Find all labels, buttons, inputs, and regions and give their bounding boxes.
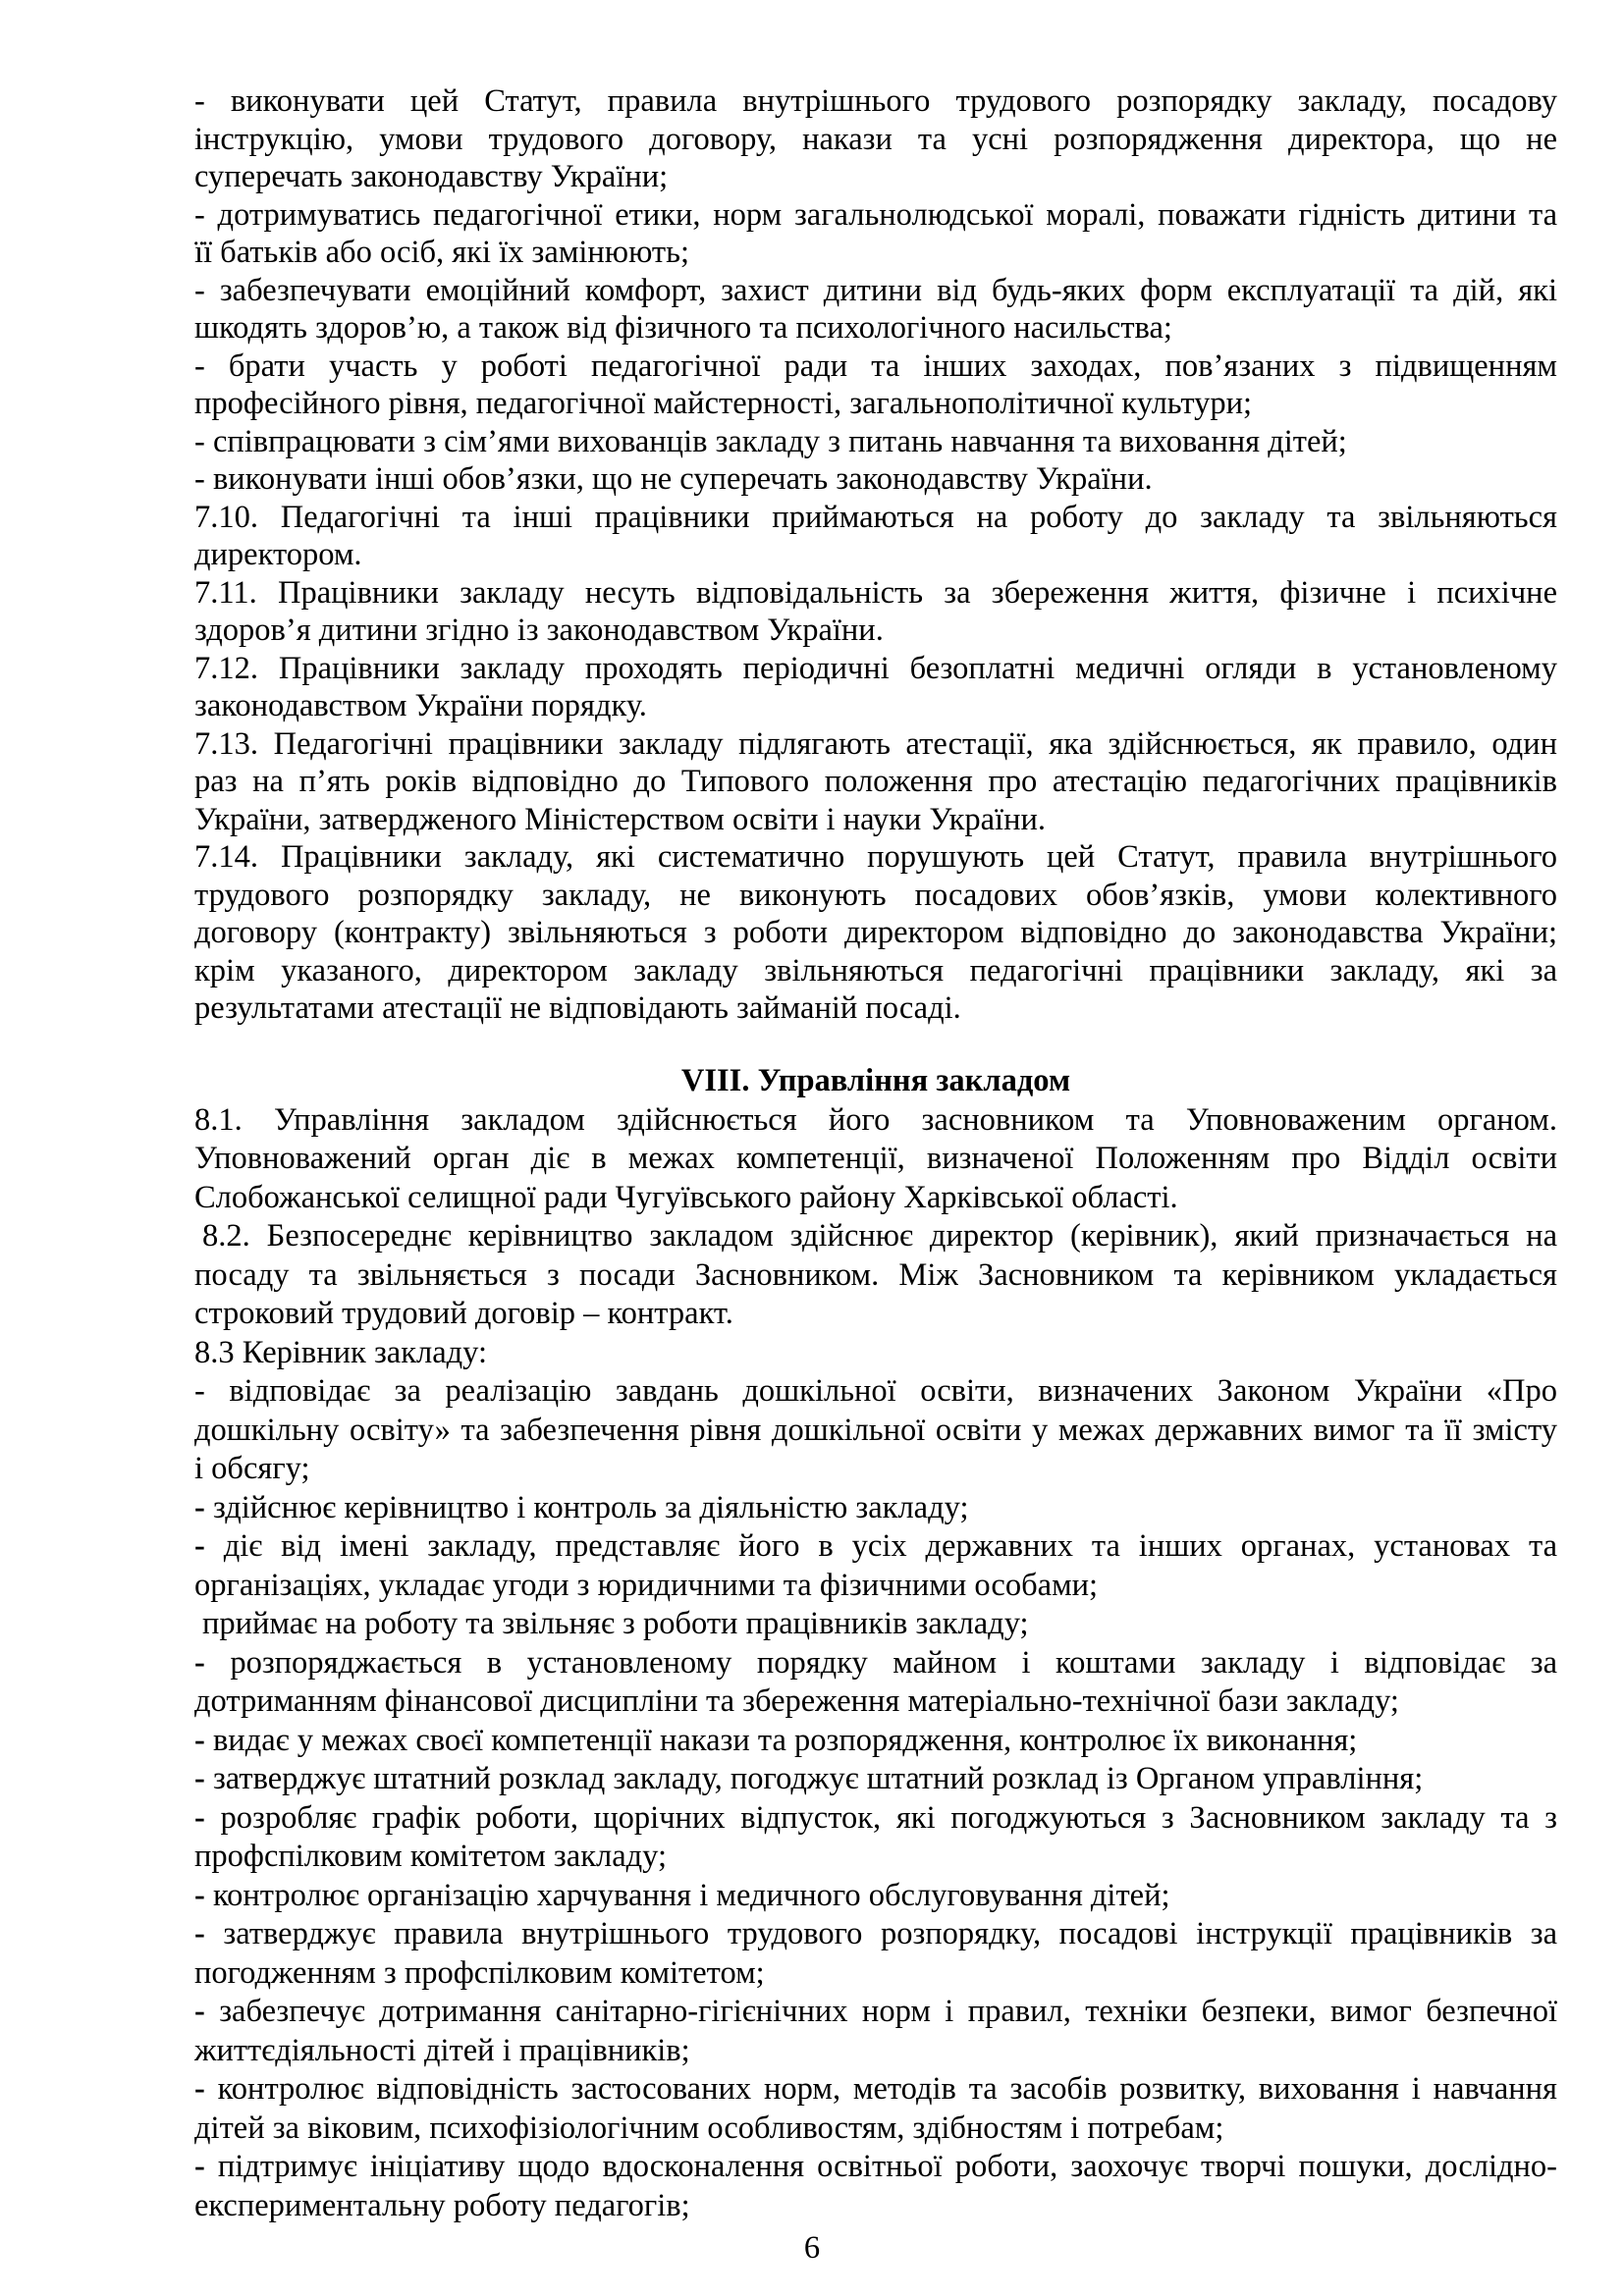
- paragraph: [194, 725, 1557, 839]
- text-line: [194, 612, 1557, 650]
- text-line: [194, 1877, 1557, 1916]
- line-text: крім указаного, директором закладу звільняються педагогічні працівники закладу, які за: [194, 952, 1557, 988]
- line-text: - виконувати цей Статут, правила внутрішнього трудового розпорядку закладу, посадову: [194, 83, 1557, 119]
- text-line: [194, 989, 1557, 1028]
- list-dash: -: [194, 1644, 205, 1681]
- paragraph: [194, 1644, 1557, 1722]
- line-text: затверджує штатний розклад закладу, погоджує штатний розклад із Органом управління;: [212, 1761, 1424, 1796]
- line-text: посаду та звільняється з посади Засновником. Між Засновником та керівником укладається: [194, 1256, 1557, 1293]
- paragraph: [194, 499, 1557, 574]
- paragraph: [194, 423, 1557, 461]
- text-line: [194, 1682, 1557, 1722]
- text-line: [194, 2187, 1557, 2226]
- line-text: розробляє графік роботи, щорічних відпусток, які погоджуються з Засновником закладу та з: [220, 1799, 1558, 1836]
- line-text: строковий трудовий договір – контракт.: [194, 1296, 733, 1331]
- line-text: договору (контракту) звільняються з роботи директором відповідно до законодавства України;: [194, 915, 1557, 950]
- text-line: [194, 536, 1557, 574]
- list-dash: -: [194, 1761, 205, 1796]
- text-line: [194, 1799, 1557, 1839]
- line-text: здоров’я дитини згідно із законодавством України.: [194, 613, 884, 648]
- line-text: експериментальну роботу педагогів;: [194, 2187, 690, 2223]
- line-text: результатами атестації не відповідають займаній посаді.: [194, 990, 961, 1026]
- line-text: - брати участь у роботі педагогічної ради та інших заходах, пов’язаних з підвищенням: [194, 347, 1557, 384]
- text-line: [194, 2148, 1557, 2187]
- line-text: - співпрацювати з сім’ями вихованців закладу з питань навчання та виховання дітей;: [194, 423, 1347, 459]
- text-line: [194, 1489, 1557, 1528]
- line-text: 7.13. Педагогічні працівники закладу підлягають атестації, яка здійснюється, як правило, один: [194, 725, 1557, 762]
- paragraph: [194, 1527, 1557, 1605]
- list-dash: -: [194, 2149, 205, 2184]
- list-dash: -: [194, 1528, 205, 1564]
- paragraph: [194, 347, 1557, 423]
- text-line: [194, 196, 1557, 235]
- paragraph: [194, 2070, 1557, 2148]
- text-line: [194, 1567, 1557, 1606]
- line-text: 7.10. Педагогічні та інші працівники приймаються на роботу до закладу та звільняються: [194, 499, 1557, 535]
- line-text: раз на п’ять років відповідно до Типового положення про атестацію педагогічних працівників: [194, 764, 1557, 799]
- paragraph: [194, 1217, 1557, 1334]
- line-text: приймає на роботу та звільняє з роботи працівників закладу;: [202, 1606, 1029, 1641]
- text-line: [194, 1372, 1557, 1412]
- section-7-continued: [194, 82, 1557, 1028]
- text-line: [194, 1605, 1557, 1644]
- text-line: [194, 763, 1557, 801]
- paragraph: [194, 460, 1557, 499]
- paragraph: [194, 1372, 1557, 1489]
- paragraph: [194, 838, 1557, 1028]
- section-8-management: [194, 1062, 1557, 2225]
- text-line: [194, 687, 1557, 725]
- paragraph: [194, 196, 1557, 272]
- text-line: [194, 1954, 1557, 1994]
- line-text: 8.3 Керівник закладу:: [194, 1334, 488, 1370]
- line-text: - відповідає за реалізацію завдань дошкільної освіти, визначених Законом України «Про: [194, 1373, 1557, 1409]
- paragraph: [194, 1915, 1557, 1993]
- line-text: директором.: [194, 537, 362, 572]
- text-line: [194, 272, 1557, 310]
- line-text: забезпечує дотримання санітарно-гігієнічних норм і правил, техніки безпеки, вимог безпечної: [219, 1994, 1557, 2029]
- list-dash: -: [194, 1722, 205, 1758]
- paragraph: [194, 1760, 1557, 1799]
- text-line: [194, 460, 1557, 499]
- line-text: - забезпечувати емоційний комфорт, захист дитини від будь-яких форм експлуатації та дій, які: [194, 272, 1557, 308]
- paragraph: [194, 650, 1557, 725]
- text-line: [194, 423, 1557, 461]
- line-text: затверджує правила внутрішнього трудового розпорядку, посадові інструкції працівників за: [223, 1916, 1558, 1951]
- line-text: України, затвердженого Міністерством освіти і науки України.: [194, 801, 1046, 837]
- list-dash: -: [194, 1489, 205, 1525]
- line-text: життєдіяльності дітей і працівників;: [194, 2032, 690, 2068]
- text-line: [194, 1915, 1557, 1954]
- text-line: [194, 1256, 1557, 1296]
- list-dash: -: [194, 1799, 205, 1836]
- paragraph: [194, 1877, 1557, 1916]
- text-line: [194, 725, 1557, 764]
- line-text: і обсягу;: [194, 1451, 310, 1486]
- list-dash: -: [194, 1994, 205, 2029]
- text-line: [194, 1334, 1557, 1373]
- paragraph: [194, 2148, 1557, 2225]
- line-text: дотриманням фінансової дисципліни та збереження матеріально-технічної бази закладу;: [194, 1683, 1399, 1719]
- text-line: [194, 1722, 1557, 1761]
- list-dash: -: [194, 1877, 205, 1913]
- paragraph: [194, 1334, 1557, 1373]
- text-line: [194, 1760, 1557, 1799]
- paragraph: [194, 1993, 1557, 2070]
- page-number: 6: [803, 2230, 821, 2266]
- line-text: видає у межах своєї компетенції накази та розпорядження, контролює їх виконання;: [212, 1722, 1358, 1758]
- list-dash: -: [194, 2071, 205, 2107]
- line-text: розпоряджається в установленому порядку майном і коштами закладу і відповідає за: [230, 1644, 1558, 1681]
- line-text: організаціях, укладає угоди з юридичними та фізичними особами;: [194, 1567, 1099, 1603]
- list-dash: -: [194, 1916, 205, 1951]
- text-line: [194, 1295, 1557, 1334]
- line-text: 8.2. Безпосереднє керівництво закладом здійснює директор (керівник), який призначається на: [202, 1218, 1557, 1254]
- text-line: [194, 121, 1557, 159]
- line-text: контролює відповідність застосованих норм, методів та засобів розвитку, виховання і навчання: [217, 2071, 1557, 2107]
- line-text: трудового розпорядку закладу, не виконують посадових обов’язків, умови колективного: [194, 877, 1557, 913]
- text-line: [194, 1412, 1557, 1451]
- text-line: [194, 347, 1557, 386]
- line-text: професійного рівня, педагогічної майстерності, загальнополітичної культури;: [194, 386, 1253, 421]
- text-line: [194, 158, 1557, 196]
- paragraph: [194, 1605, 1557, 1644]
- text-line: [194, 2070, 1557, 2109]
- text-line: [194, 914, 1557, 952]
- line-text: інструкцію, умови трудового договору, накази та усні розпорядження директора, що не: [194, 121, 1557, 157]
- text-line: [194, 574, 1557, 613]
- line-text: суперечать законодавству України;: [194, 159, 669, 194]
- text-line: [194, 877, 1557, 915]
- line-text: шкодять здоров’ю, а також від фізичного та психологічного насильства;: [194, 310, 1172, 346]
- text-line: [194, 952, 1557, 990]
- text-line: [194, 309, 1557, 347]
- text-line: [194, 1450, 1557, 1489]
- line-text: 7.14. Працівники закладу, які систематично порушують цей Статут, правила внутрішнього: [194, 839, 1557, 875]
- line-text: - дотримуватись педагогічної етики, норм загальнолюдської моралі, поважати гідність дитини та: [194, 196, 1557, 233]
- line-text: її батьків або осіб, які їх замінюють;: [194, 235, 689, 270]
- text-line: [194, 1527, 1557, 1567]
- text-line: [194, 1644, 1557, 1683]
- text-line: [194, 801, 1557, 839]
- line-text: 7.11. Працівники закладу несуть відповідальність за збереження життя, фізичне і психічне: [194, 574, 1557, 611]
- paragraph: [194, 574, 1557, 650]
- line-text: 7.12. Працівники закладу проходять періодичні безоплатні медичні огляди в установленому: [194, 650, 1557, 686]
- text-line: [194, 838, 1557, 877]
- line-text: здійснює керівництво і контроль за діяльністю закладу;: [212, 1489, 969, 1525]
- line-text: - виконувати інші обов’язки, що не суперечать законодавству України.: [194, 461, 1153, 497]
- text-line: [194, 1101, 1557, 1141]
- text-line: [194, 2032, 1557, 2071]
- line-text: 8.1. Управління закладом здійснюється його засновником та Уповноваженим органом.: [194, 1101, 1557, 1138]
- line-text: контролює організацію харчування і медичного обслуговування дітей;: [212, 1877, 1170, 1913]
- paragraph: [194, 1722, 1557, 1761]
- line-text: погодженням з профспілковим комітетом;: [194, 1954, 765, 1991]
- text-line: [194, 650, 1557, 688]
- paragraph: [194, 1489, 1557, 1528]
- line-text: Слобожанської селищної ради Чугуївського району Харківської області.: [194, 1179, 1178, 1215]
- text-line: [194, 82, 1557, 121]
- paragraph: [194, 272, 1557, 347]
- text-line: [194, 385, 1557, 423]
- text-line: [194, 1217, 1557, 1256]
- text-line: [194, 1140, 1557, 1179]
- text-line: [194, 499, 1557, 537]
- text-line: [194, 1179, 1557, 1218]
- paragraph: [194, 82, 1557, 196]
- paragraph: [194, 1799, 1557, 1877]
- paragraph: [194, 1101, 1557, 1218]
- text-line: [194, 234, 1557, 272]
- section-heading: VIII. Управління закладом: [680, 1063, 1071, 1098]
- line-text: діє від імені закладу, представляє його в усіх державних та інших органах, установах та: [223, 1528, 1557, 1564]
- text-line: [194, 1993, 1557, 2032]
- text-line: [194, 2109, 1557, 2149]
- line-text: дошкільну освіту» та забезпечення рівня дошкільної освіти у межах державних вимог та її змісту: [194, 1412, 1557, 1448]
- line-text: дітей за віковим, психофізіологічним особливостям, здібностям і потребам;: [194, 2109, 1224, 2146]
- line-text: підтримує ініціативу щодо вдосконалення освітньої роботи, заохочує творчі пошуки, дослідно-: [217, 2149, 1557, 2184]
- line-text: Уповноважений орган діє в межах компетенції, визначеної Положенням про Відділ освіти: [194, 1141, 1557, 1176]
- line-text: профспілковим комітетом закладу;: [194, 1839, 668, 1874]
- text-line: [194, 1838, 1557, 1877]
- line-text: законодавством України порядку.: [194, 688, 647, 723]
